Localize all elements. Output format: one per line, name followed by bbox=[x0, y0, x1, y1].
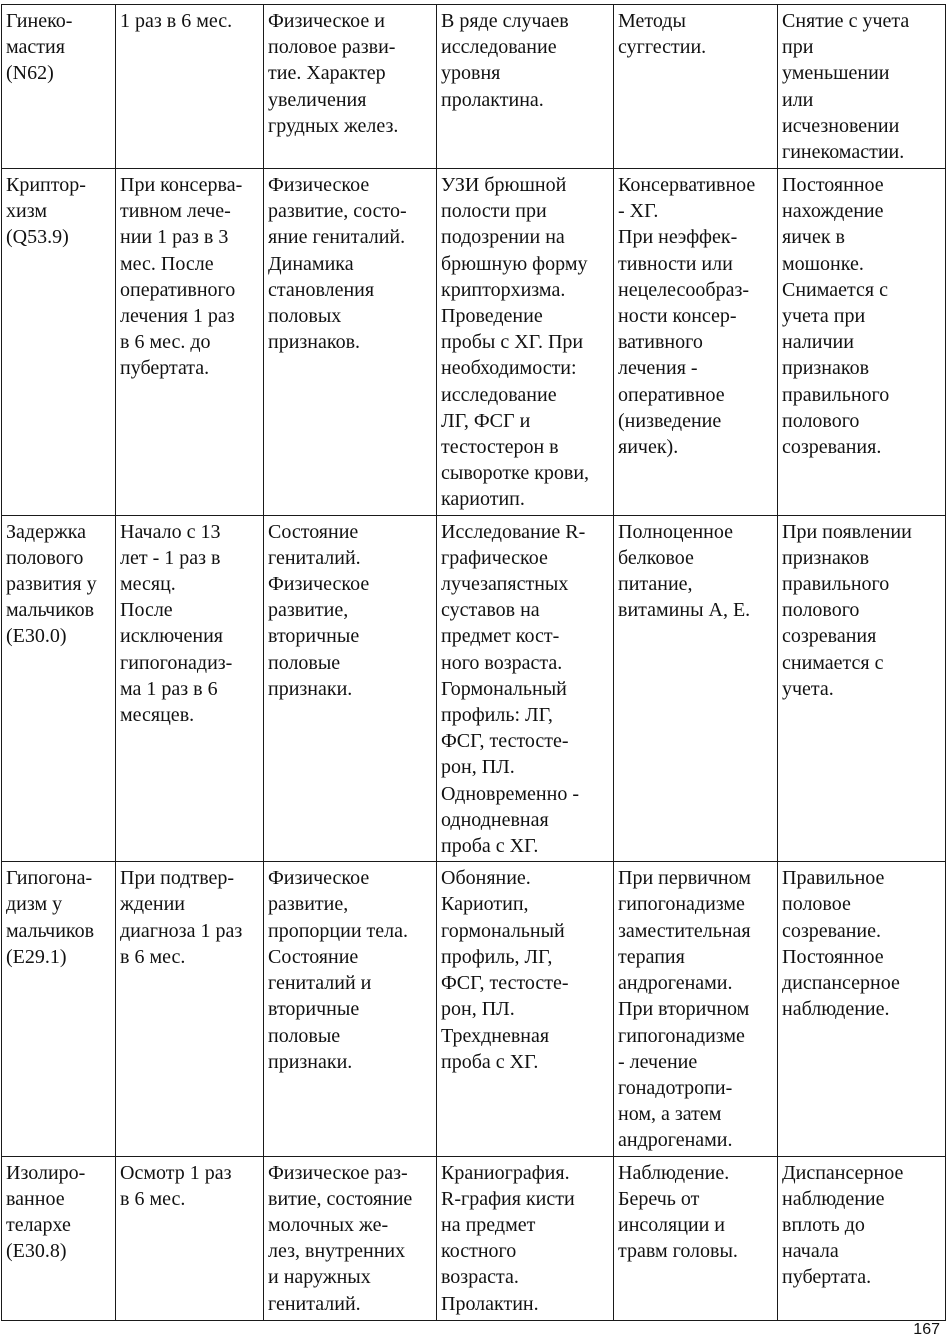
cell-treatment: Методы суггестии. bbox=[614, 5, 778, 169]
cell-investigations: Исследование R- графическое лучезапястных суставов на предмет кост- ного возраста. Гормональный профиль: ЛГ, ФСГ, тестосте- рон, ПЛ. Одновременно - однодневная проба с ХГ. bbox=[437, 515, 614, 862]
cell-diagnosis: Задержка полового развития у мальчиков (E30.0) bbox=[2, 515, 116, 862]
table-row-cryptorchidism bbox=[2, 169, 946, 516]
cell-examination: Физическое раз- витие, состояние молочных же- лез, внутренних и наружных гениталий. bbox=[264, 1156, 437, 1320]
cell-treatment: Наблюдение. Беречь от инсоляции и травм головы. bbox=[614, 1156, 778, 1320]
cell-examination: Состояние гениталий. Физическое развитие, вторичные половые признаки. bbox=[264, 515, 437, 862]
cell-outcome: Постоянное нахождение яичек в мошонке. Снимается с учета при наличии признаков правильного полового созревания. bbox=[778, 169, 946, 516]
cell-outcome: Диспансерное наблюдение вплоть до начала пубертата. bbox=[778, 1156, 946, 1320]
cell-outcome: Снятие с учета при уменьшении или исчезновении гинекомастии. bbox=[778, 5, 946, 169]
cell-diagnosis: Гипогона- дизм у мальчиков (E29.1) bbox=[2, 862, 116, 1156]
cell-frequency: Осмотр 1 раз в 6 мес. bbox=[116, 1156, 264, 1320]
cell-examination: Физическое развитие, пропорции тела. Состояние гениталий и вторичные половые признаки. bbox=[264, 862, 437, 1156]
cell-examination: Физическое и половое разви- тие. Характер увеличения грудных желез. bbox=[264, 5, 437, 169]
table-row-isolated-thelarche bbox=[2, 1156, 946, 1320]
cell-investigations: Краниография. R-графия кисти на предмет костного возраста. Пролактин. bbox=[437, 1156, 614, 1320]
clinical-observation-table bbox=[1, 4, 946, 1321]
table-row-hypogonadism bbox=[2, 862, 946, 1156]
cell-frequency: Начало с 13 лет - 1 раз в месяц. После исключения гипогонадиз- ма 1 раз в 6 месяцев. bbox=[116, 515, 264, 862]
table-row-gynecomastia bbox=[2, 5, 946, 169]
cell-diagnosis: Гинеко- мастия (N62) bbox=[2, 5, 116, 169]
cell-outcome: При появлении признаков правильного полового созревания снимается с учета. bbox=[778, 515, 946, 862]
cell-frequency: 1 раз в 6 мес. bbox=[116, 5, 264, 169]
cell-investigations: В ряде случаев исследование уровня пролактина. bbox=[437, 5, 614, 169]
cell-diagnosis: Изолиро- ванное телархе (E30.8) bbox=[2, 1156, 116, 1320]
cell-diagnosis: Криптор- хизм (Q53.9) bbox=[2, 169, 116, 516]
page-number: 167 bbox=[913, 1321, 940, 1338]
cell-frequency: При консерва- тивном лече- нии 1 раз в 3 мес. После оперативного лечения 1 раз в 6 мес. до пубертата. bbox=[116, 169, 264, 516]
cell-treatment: При первичном гипогонадизме заместительная терапия андрогенами. При вторичном гипогонадизме - лечение гонадотропи- ном, а затем андрогенами. bbox=[614, 862, 778, 1156]
cell-treatment: Полноценное белковое питание, витамины А, Е. bbox=[614, 515, 778, 862]
cell-outcome: Правильное половое созревание. Постоянное диспансерное наблюдение. bbox=[778, 862, 946, 1156]
cell-treatment: Консервативное - ХГ. При неэффек- тивности или нецелесообраз- ности консер- вативного лечения - оперативное (низведение яичек). bbox=[614, 169, 778, 516]
cell-investigations: Обоняние. Кариотип, гормональный профиль, ЛГ, ФСГ, тестосте- рон, ПЛ. Трехдневная проба с ХГ. bbox=[437, 862, 614, 1156]
table-row-delayed-puberty bbox=[2, 515, 946, 862]
cell-examination: Физическое развитие, состо- яние гениталий. Динамика становления половых признаков. bbox=[264, 169, 437, 516]
cell-investigations: УЗИ брюшной полости при подозрении на брюшную форму крипторхизма. Проведение пробы с ХГ. При необходимости: исследование ЛГ, ФСГ и тестостерон в сыворотке крови, кариотип. bbox=[437, 169, 614, 516]
cell-frequency: При подтвер- ждении диагноза 1 раз в 6 мес. bbox=[116, 862, 264, 1156]
